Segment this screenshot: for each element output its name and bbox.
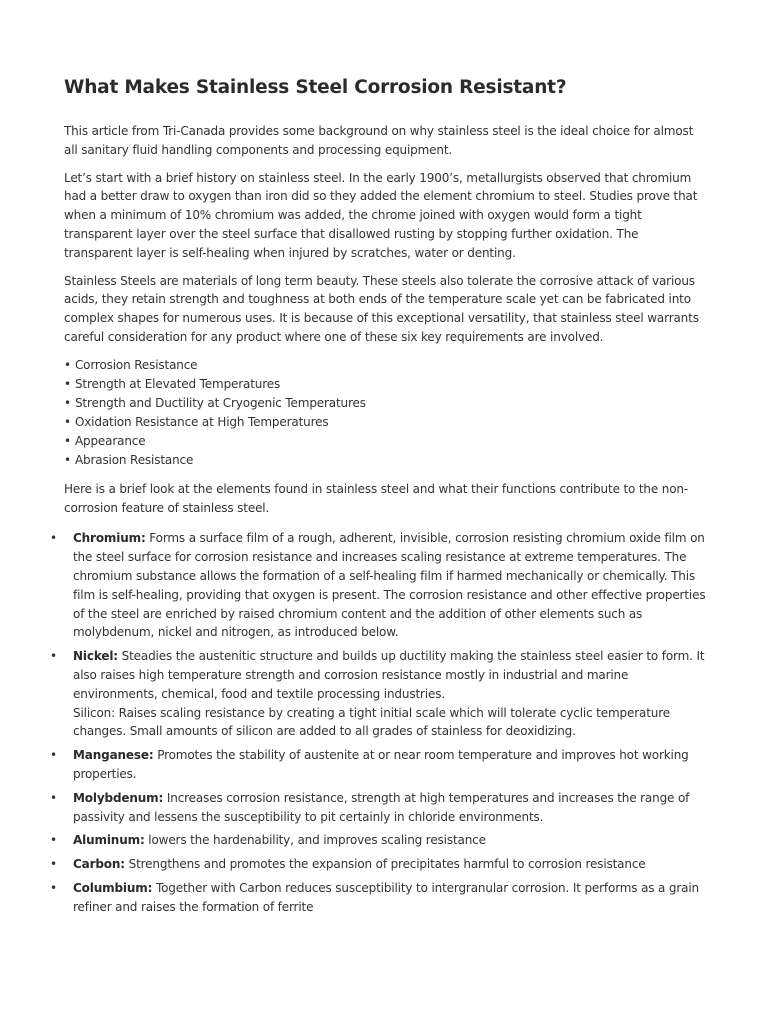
list-item: • Appearance bbox=[64, 432, 708, 451]
element-extra-description: Silicon: Raises scaling resistance by creating a tight initial scale which will tolerate cyclic temperature changes. Small amounts of silicon are added to all grades of stainless for deoxidizing. bbox=[73, 705, 670, 739]
element-name: Molybdenum: bbox=[73, 790, 164, 805]
element-name: Manganese: bbox=[73, 748, 154, 763]
list-item: • Strength and Ductility at Cryogenic Temperatures bbox=[64, 394, 708, 413]
bullet-icon: • bbox=[50, 790, 57, 805]
element-item-carbon bbox=[50, 855, 708, 874]
bullet-icon: • bbox=[50, 833, 57, 848]
element-name: Aluminum: bbox=[73, 833, 145, 848]
list-item: • Corrosion Resistance bbox=[64, 356, 708, 375]
elements-intro-paragraph: Here is a brief look at the elements found in stainless steel and what their functions contribute to the non-corrosion feature of stainless steel. bbox=[64, 481, 689, 515]
element-description: Forms a surface film of a rough, adherent, invisible, corrosion resisting chromium oxide film on the steel surface for corrosion resistance and increases scaling resistance at extreme temperatures. The chromium substance allows the formation of a self-healing film if harmed mechanically or chemically. This film is self-healing, providing that oxygen is present. The corrosion resistance and other effective properties of the steel are enriched by raised chromium content and the addition of other elements such as molybdenum, nickel and nitrogen, as introduced below. bbox=[73, 531, 706, 640]
element-name: Carbon: bbox=[73, 857, 125, 872]
element-description: Increases corrosion resistance, strength at high temperatures and increases the range of passivity and lessens the susceptibility to pit certainly in chloride environments. bbox=[73, 790, 690, 824]
element-item-chromium bbox=[50, 529, 708, 642]
bullet-icon: • bbox=[50, 531, 57, 546]
list-item: • Abrasion Resistance bbox=[64, 451, 708, 470]
element-item-columbium bbox=[50, 879, 708, 917]
history-paragraph: Let’s start with a brief history on stainless steel. In the early 1900’s, metallurgists observed that chromium had a better draw to oxygen than iron did so they added the element chromium to steel. Studies prove that when a minimum of 10% chromium was added, the chrome joined with oxygen would form a tight transparent layer over the steel surface that disallowed rusting by stopping further oxidation. The transparent layer is self-healing when injured by scratches, water or denting. bbox=[64, 170, 698, 260]
properties-paragraph: Stainless Steels are materials of long term beauty. These steels also tolerate the corrosive attack of various acids, they retain strength and toughness at both ends of the temperature scale yet can be fabricated into complex shapes for numerous uses. It is because of this exceptional versatility, that stainless steel warrants careful consideration for any product where one of these six key requirements are involved. bbox=[64, 273, 699, 344]
element-description: Promotes the stability of austenite at or near room temperature and improves hot working properties. bbox=[73, 748, 689, 781]
bullet-icon: • bbox=[50, 857, 57, 872]
page-title: What Makes Stainless Steel Corrosion Resistant? bbox=[64, 77, 567, 98]
element-item-nickel bbox=[50, 647, 708, 741]
element-name: Chromium: bbox=[73, 531, 146, 546]
list-item: • Oxidation Resistance at High Temperatures bbox=[64, 413, 708, 432]
element-name: Nickel: bbox=[73, 649, 118, 664]
element-item-manganese bbox=[50, 746, 708, 784]
element-description: lowers the hardenability, and improves scaling resistance bbox=[148, 833, 486, 848]
intro-paragraph: This article from Tri-Canada provides some background on why stainless steel is the ideal choice for almost all sanitary fluid handling components and processing equipment. bbox=[64, 124, 694, 157]
element-description: Steadies the austenitic structure and builds up ductility making the stainless steel easier to form. It also raises high temperature strength and corrosion resistance mostly in industrial and marine environments, chemical, food and textile processing industries. bbox=[73, 649, 705, 701]
element-item-molybdenum bbox=[50, 789, 708, 827]
bullet-icon: • bbox=[50, 748, 57, 763]
elements-list bbox=[50, 529, 708, 916]
element-item-aluminum bbox=[50, 831, 708, 850]
element-description: Strengthens and promotes the expansion of precipitates harmful to corrosion resistance bbox=[128, 857, 646, 872]
element-description: Together with Carbon reduces susceptibility to intergranular corrosion. It performs as a grain refiner and raises the formation of ferrite bbox=[73, 880, 700, 914]
bullet-icon: • bbox=[50, 880, 57, 895]
requirements-list bbox=[64, 356, 708, 470]
list-item: • Strength at Elevated Temperatures bbox=[64, 375, 708, 394]
bullet-icon: • bbox=[50, 649, 57, 664]
element-name: Columbium: bbox=[73, 880, 153, 895]
